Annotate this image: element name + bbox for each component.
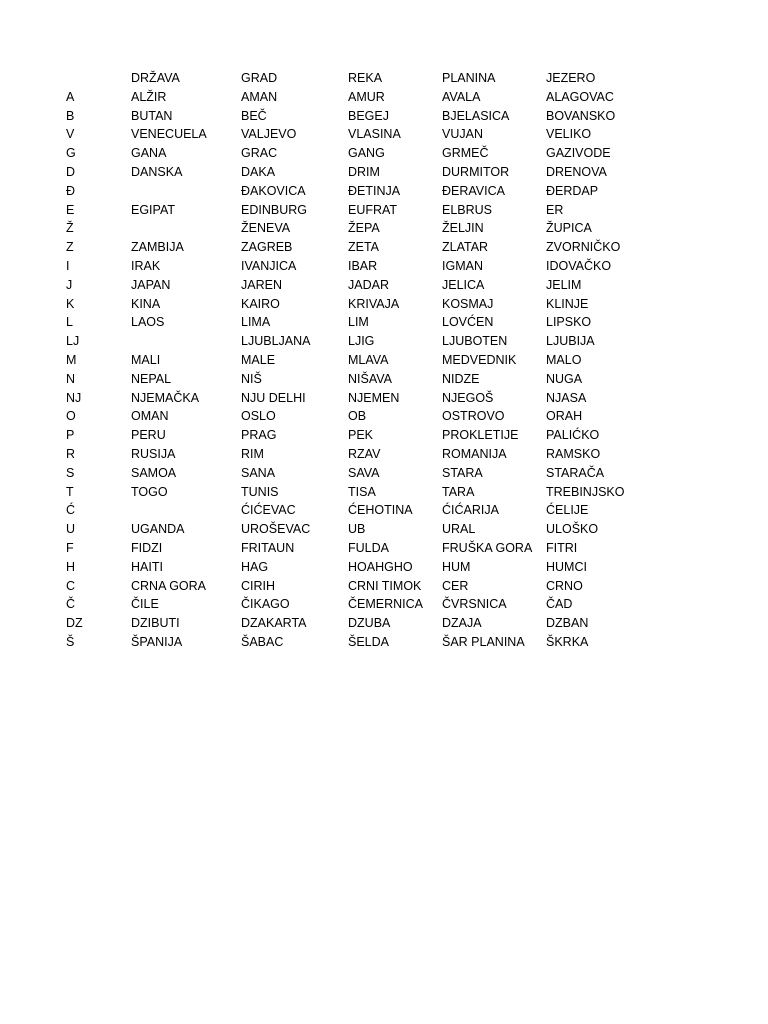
letter-cell: H — [66, 559, 76, 574]
letter-cell: T — [66, 484, 74, 499]
letter-cell: Š — [66, 634, 75, 649]
lake-cell: MALO — [546, 352, 582, 367]
lake-cell: BOVANSKO — [546, 108, 616, 123]
lake-cell: IDOVAČKO — [546, 258, 612, 273]
country-cell: EGIPAT — [131, 202, 175, 217]
country-cell: RUSIJA — [131, 446, 176, 461]
city-cell: ZAGREB — [241, 240, 293, 255]
mountain-cell: OSTROVO — [442, 409, 505, 424]
city-cell: ĆIĆEVAC — [241, 503, 296, 518]
header-cell-city: GRAD — [241, 71, 278, 85]
river-cell: NIŠAVA — [348, 371, 392, 386]
mountain-cell: DURMITOR — [442, 164, 510, 179]
river-cell: OB — [348, 409, 367, 424]
mountain-cell: CER — [442, 578, 469, 593]
letter-cell: S — [66, 465, 75, 480]
river-cell: NJEMEN — [348, 390, 400, 405]
city-cell: LIMA — [241, 315, 271, 330]
table-row — [66, 257, 636, 276]
letter-cell: Z — [66, 240, 74, 255]
city-cell: VALJEVO — [241, 127, 297, 142]
river-cell: HOAHGHO — [348, 559, 413, 574]
letter-cell: D — [66, 164, 76, 179]
country-cell: LAOS — [131, 315, 165, 330]
country-cell: KINA — [131, 296, 161, 311]
country-cell: ALŽIR — [131, 89, 167, 104]
word-game-table — [66, 69, 636, 652]
letter-cell: LJ — [66, 334, 80, 349]
city-cell: MALE — [241, 352, 276, 367]
lake-cell: GAZIVODE — [546, 146, 611, 161]
table-row — [66, 163, 636, 182]
city-cell: KAIRO — [241, 296, 280, 311]
city-cell: ČIKAGO — [241, 597, 290, 612]
lake-cell: VELIKO — [546, 127, 592, 142]
river-cell: MLAVA — [348, 352, 389, 367]
table-row — [66, 182, 636, 201]
river-cell: DZUBA — [348, 616, 391, 631]
city-cell: CIRIH — [241, 578, 276, 593]
mountain-cell: MEDVEDNIK — [442, 352, 517, 367]
table-row — [66, 332, 636, 351]
lake-cell: RAMSKO — [546, 446, 601, 461]
city-cell: ŽENEVA — [241, 221, 291, 236]
country-cell: GANA — [131, 146, 167, 161]
city-cell: ĐAKOVICA — [241, 183, 306, 198]
river-cell: SAVA — [348, 465, 380, 480]
city-cell: SANA — [241, 465, 276, 480]
country-cell: UGANDA — [131, 522, 185, 537]
lake-cell: KLINJE — [546, 296, 589, 311]
city-cell: ŠABAC — [241, 634, 284, 649]
table-row — [66, 351, 636, 370]
table-row — [66, 614, 636, 633]
table-row — [66, 313, 636, 332]
country-cell: VENECUELA — [131, 127, 207, 142]
table-row — [66, 426, 636, 445]
river-cell: ĆEHOTINA — [348, 503, 413, 518]
mountain-cell: ĆIĆARIJA — [442, 503, 499, 518]
table-row — [66, 125, 636, 144]
river-cell: BEGEJ — [348, 108, 389, 123]
mountain-cell: FRUŠKA GORA — [442, 540, 533, 555]
letter-cell: A — [66, 89, 75, 104]
city-cell: DZAKARTA — [241, 616, 307, 631]
river-cell: PEK — [348, 428, 374, 443]
table-row — [66, 595, 636, 614]
letter-cell: G — [66, 146, 76, 161]
lake-cell: ŽUPICA — [546, 221, 592, 236]
city-cell: DAKA — [241, 164, 276, 179]
header-cell-letter — [66, 69, 131, 88]
country-cell: PERU — [131, 428, 166, 443]
city-cell: IVANJICA — [241, 258, 297, 273]
table-row — [66, 389, 636, 408]
country-cell: OMAN — [131, 409, 169, 424]
letter-cell: M — [66, 352, 77, 367]
mountain-cell: DZAJA — [442, 616, 482, 631]
country-cell: NJEMAČKA — [131, 390, 200, 405]
mountain-cell: NJEGOŠ — [442, 390, 494, 405]
lake-cell: CRNO — [546, 578, 583, 593]
country-cell: SAMOA — [131, 465, 177, 480]
lake-cell: LIPSKO — [546, 315, 592, 330]
mountain-cell: KOSMAJ — [442, 296, 494, 311]
header-row — [66, 69, 636, 88]
city-cell: BEČ — [241, 108, 267, 123]
city-cell: GRAC — [241, 146, 278, 161]
country-cell: ZAMBIJA — [131, 240, 184, 255]
table-row — [66, 633, 636, 652]
lake-cell: ĐERDAP — [546, 183, 599, 198]
mountain-cell: TARA — [442, 484, 475, 499]
mountain-cell: ŠAR PLANINA — [442, 634, 525, 649]
lake-cell: ALAGOVAC — [546, 89, 614, 104]
country-cell — [131, 332, 241, 351]
header-cell-lake: JEZERO — [546, 71, 596, 85]
river-cell: ŽEPA — [348, 221, 380, 236]
river-cell: ČEMERNICA — [348, 597, 424, 612]
river-cell: ĐETINJA — [348, 183, 401, 198]
table-row — [66, 407, 636, 426]
river-cell: TISA — [348, 484, 376, 499]
city-cell: NIŠ — [241, 371, 262, 386]
country-cell: JAPAN — [131, 277, 171, 292]
header-cell-country: DRŽAVA — [131, 71, 180, 85]
mountain-cell: GRMEČ — [442, 146, 489, 161]
river-cell: GANG — [348, 146, 385, 161]
letter-cell: O — [66, 409, 76, 424]
letter-cell: Ž — [66, 221, 74, 236]
table-body — [66, 69, 636, 652]
country-cell: FIDZI — [131, 540, 163, 555]
mountain-cell: ČVRSNICA — [442, 597, 507, 612]
river-cell: CRNI TIMOK — [348, 578, 422, 593]
letter-cell: V — [66, 127, 75, 142]
city-cell: FRITAUN — [241, 540, 295, 555]
city-cell: NJU DELHI — [241, 390, 306, 405]
city-cell: PRAG — [241, 428, 277, 443]
letter-cell: E — [66, 202, 75, 217]
table-row — [66, 520, 636, 539]
lake-cell: PALIĆKO — [546, 428, 600, 443]
river-cell: JADAR — [348, 277, 389, 292]
letter-cell: F — [66, 540, 74, 555]
lake-cell: ZVORNIČKO — [546, 240, 621, 255]
lake-cell: HUMCI — [546, 559, 587, 574]
table-row — [66, 445, 636, 464]
lake-cell: NUGA — [546, 371, 583, 386]
letter-cell: I — [66, 258, 70, 273]
mountain-cell: JELICA — [442, 277, 485, 292]
mountain-cell: ĐERAVICA — [442, 183, 505, 198]
table-row — [66, 201, 636, 220]
country-cell: TOGO — [131, 484, 168, 499]
table-row — [66, 483, 636, 502]
letter-cell: P — [66, 428, 75, 443]
lake-cell: ČAD — [546, 597, 573, 612]
header-cell-mountain: PLANINA — [442, 71, 496, 85]
mountain-cell: VUJAN — [442, 127, 483, 142]
lake-cell: LJUBIJA — [546, 334, 595, 349]
table-row — [66, 144, 636, 163]
letter-cell: J — [66, 277, 73, 292]
lake-cell: ĆELIJE — [546, 503, 589, 518]
river-cell: AMUR — [348, 89, 385, 104]
city-cell: JAREN — [241, 277, 282, 292]
mountain-cell: ROMANIJA — [442, 446, 507, 461]
river-cell: RZAV — [348, 446, 381, 461]
river-cell: IBAR — [348, 258, 378, 273]
letter-cell: Ć — [66, 503, 76, 518]
country-cell: NEPAL — [131, 371, 172, 386]
table-row — [66, 219, 636, 238]
country-cell — [131, 219, 241, 238]
mountain-cell: ŽELJIN — [442, 221, 484, 236]
letter-cell: R — [66, 446, 76, 461]
city-cell: RIM — [241, 446, 264, 461]
letter-cell: Đ — [66, 183, 76, 198]
mountain-cell: BJELASICA — [442, 108, 510, 123]
letter-cell: B — [66, 108, 75, 123]
mountain-cell: HUM — [442, 559, 471, 574]
table-row — [66, 577, 636, 596]
country-cell: IRAK — [131, 258, 161, 273]
mountain-cell: NIDZE — [442, 371, 480, 386]
city-cell: LJUBLJANA — [241, 334, 311, 349]
city-cell: HAG — [241, 559, 269, 574]
lake-cell: NJASA — [546, 390, 587, 405]
river-cell: ZETA — [348, 240, 380, 255]
country-cell — [131, 182, 241, 201]
table-row — [66, 238, 636, 257]
letter-cell: C — [66, 578, 76, 593]
mountain-cell: ELBRUS — [442, 202, 493, 217]
country-cell: ČILE — [131, 597, 159, 612]
letter-cell: Č — [66, 597, 76, 612]
table-row — [66, 539, 636, 558]
letter-cell: NJ — [66, 390, 82, 405]
city-cell: AMAN — [241, 89, 278, 104]
lake-cell: FITRI — [546, 540, 578, 555]
country-cell: MALI — [131, 352, 161, 367]
country-cell — [131, 501, 241, 520]
river-cell: DRIM — [348, 164, 380, 179]
lake-cell: ER — [546, 202, 564, 217]
table-row — [66, 276, 636, 295]
lake-cell: ŠKRKA — [546, 634, 589, 649]
city-cell: TUNIS — [241, 484, 279, 499]
country-cell: HAITI — [131, 559, 163, 574]
river-cell: VLASINA — [348, 127, 401, 142]
mountain-cell: STARA — [442, 465, 483, 480]
lake-cell: DZBAN — [546, 616, 589, 631]
river-cell: LIM — [348, 315, 369, 330]
river-cell: EUFRAT — [348, 202, 398, 217]
table-row — [66, 501, 636, 520]
lake-cell: DRENOVA — [546, 164, 607, 179]
river-cell: FULDA — [348, 540, 389, 555]
lake-cell: STARAČA — [546, 465, 605, 480]
country-cell: DZIBUTI — [131, 616, 180, 631]
city-cell: EDINBURG — [241, 202, 307, 217]
mountain-cell: LJUBOTEN — [442, 334, 508, 349]
city-cell: UROŠEVAC — [241, 522, 311, 537]
lake-cell: ORAH — [546, 409, 583, 424]
letter-cell: K — [66, 296, 75, 311]
mountain-cell: URAL — [442, 522, 476, 537]
letter-cell: DZ — [66, 616, 83, 631]
river-cell: LJIG — [348, 334, 375, 349]
letter-cell: U — [66, 522, 76, 537]
river-cell: ŠELDA — [348, 634, 389, 649]
country-cell: CRNA GORA — [131, 578, 207, 593]
table-row — [66, 464, 636, 483]
letter-cell: N — [66, 371, 76, 386]
table-row — [66, 107, 636, 126]
letter-cell: L — [66, 315, 73, 330]
lake-cell: JELIM — [546, 277, 582, 292]
table-row — [66, 295, 636, 314]
country-cell: ŠPANIJA — [131, 634, 183, 649]
mountain-cell: IGMAN — [442, 258, 483, 273]
river-cell: KRIVAJA — [348, 296, 400, 311]
mountain-cell: LOVĆEN — [442, 315, 494, 330]
lake-cell: ULOŠKO — [546, 522, 599, 537]
mountain-cell: AVALA — [442, 89, 481, 104]
river-cell: UB — [348, 522, 366, 537]
city-cell: OSLO — [241, 409, 276, 424]
header-cell-river: REKA — [348, 71, 383, 85]
mountain-cell: ZLATAR — [442, 240, 489, 255]
lake-cell: TREBINJSKO — [546, 484, 625, 499]
table-row — [66, 370, 636, 389]
country-cell: DANSKA — [131, 164, 183, 179]
mountain-cell: PROKLETIJE — [442, 428, 519, 443]
country-cell: BUTAN — [131, 108, 173, 123]
table-row — [66, 558, 636, 577]
table-row — [66, 88, 636, 107]
